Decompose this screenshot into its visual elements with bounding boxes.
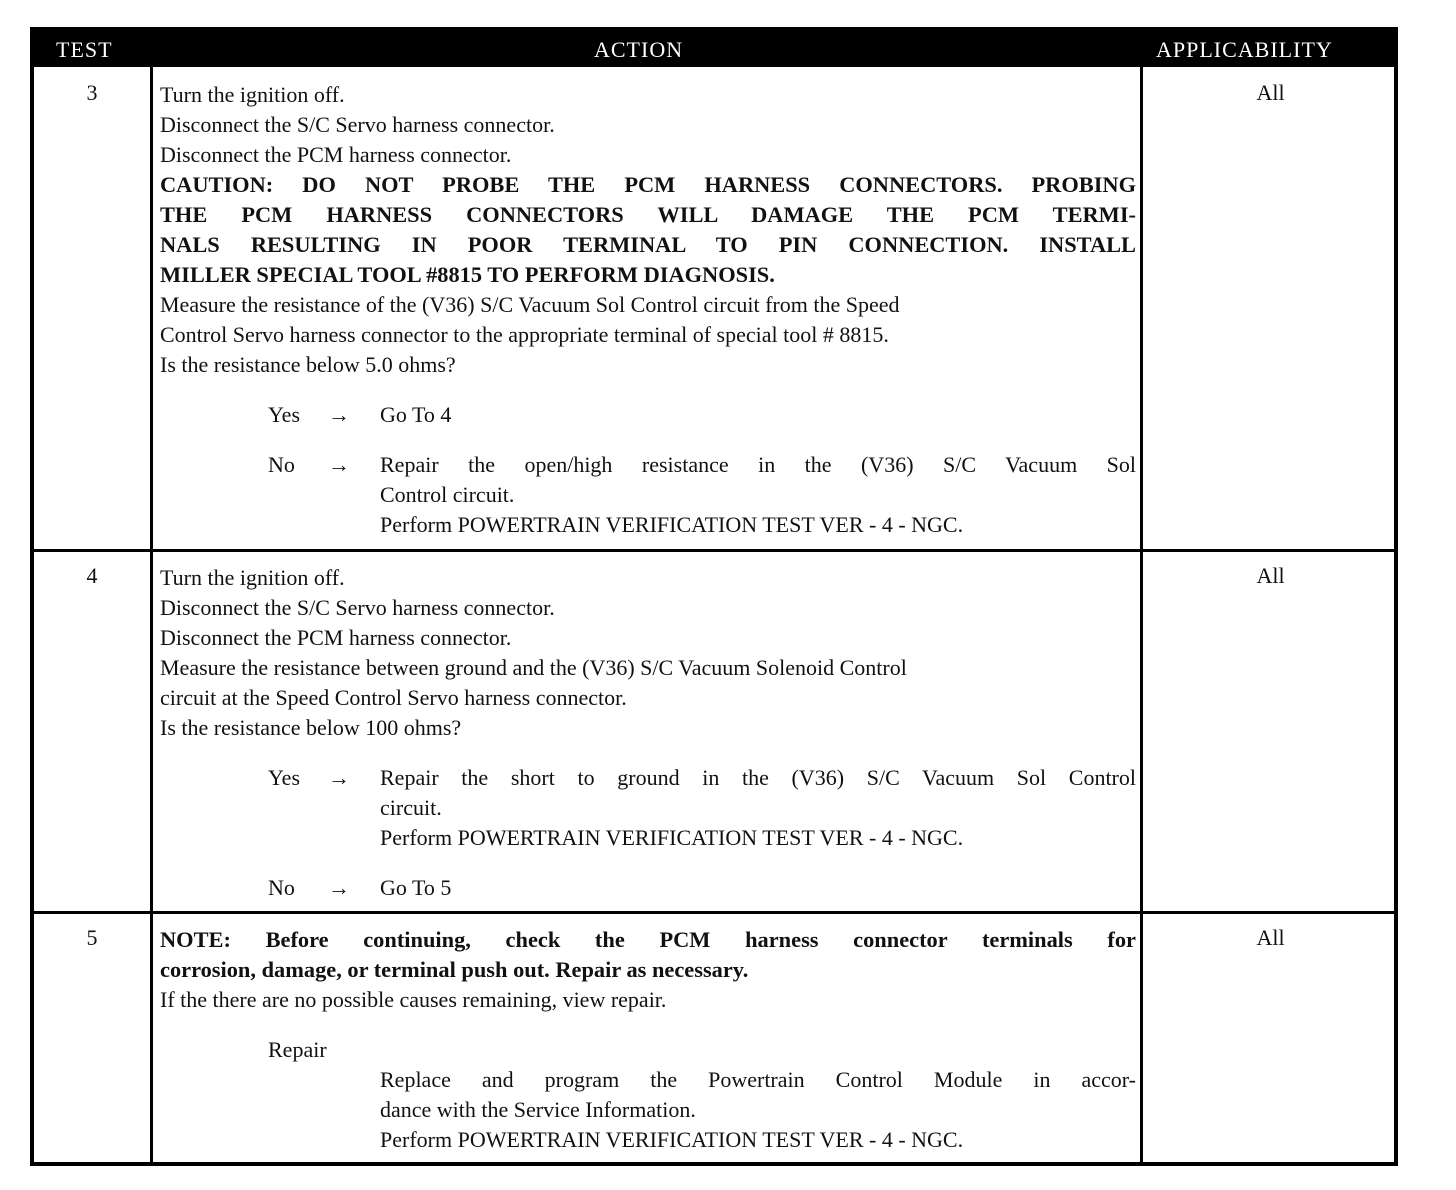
applicability-value: All: [1256, 925, 1285, 950]
caution-line: NALS RESULTING IN POOR TERMINAL TO PIN CONNECTION. INSTALL: [160, 232, 1136, 257]
header-applicability: APPLICABILITY: [1156, 37, 1333, 62]
yes-label: Yes: [268, 765, 301, 790]
arrow-icon: →: [328, 402, 350, 427]
table-header: [34, 31, 1394, 67]
action-line: Measure the resistance of the (V36) S/C Vacuum Sol Control circuit from the Speed: [160, 292, 900, 317]
action-line: Measure the resistance between ground and the (V36) S/C Vacuum Solenoid Control: [160, 655, 907, 680]
caution-line: MILLER SPECIAL TOOL #8815 TO PERFORM DIAGNOSIS.: [160, 262, 775, 287]
yes-response: [160, 400, 1136, 430]
action-line: Control Servo harness connector to the appropriate terminal of special tool # 8815.: [160, 322, 889, 347]
row-divider: [34, 911, 1394, 914]
repair-response: [160, 1035, 1136, 1065]
action-line: Disconnect the S/C Servo harness connector.: [160, 595, 555, 620]
diagnostic-table: [30, 27, 1398, 1166]
no-response: [160, 873, 1136, 903]
arrow-icon: →: [328, 875, 350, 900]
caution-text: [160, 170, 1136, 290]
applicability-value: All: [1256, 563, 1285, 588]
action-line: circuit at the Speed Control Servo harness connector.: [160, 685, 627, 710]
response-line: dance with the Service Information.: [380, 1097, 696, 1122]
note-line: NOTE: Before continuing, check the PCM harness connector terminals for: [160, 927, 1136, 952]
response-line: Repair the open/high resistance in the (V36) S/C Vacuum Sol: [380, 452, 1136, 477]
note-text: [160, 925, 1136, 985]
response-text: [380, 763, 1136, 853]
arrow-icon: →: [328, 765, 350, 790]
header-test: TEST: [56, 37, 113, 62]
caution-line: THE PCM HARNESS CONNECTORS WILL DAMAGE THE PCM TERMI-: [160, 202, 1136, 227]
test-number: 5: [86, 925, 98, 950]
response-line: Perform POWERTRAIN VERIFICATION TEST VER - 4 - NGC.: [380, 1127, 964, 1152]
test-number: 4: [86, 563, 98, 588]
column-divider: [1140, 67, 1143, 1162]
action-line: Is the resistance below 5.0 ohms?: [160, 352, 456, 377]
response-line: Perform POWERTRAIN VERIFICATION TEST VER - 4 - NGC.: [380, 825, 964, 850]
applicability-value: All: [1256, 80, 1285, 105]
action-cell-3: [160, 80, 1136, 540]
action-line: If the there are no possible causes remaining, view repair.: [160, 987, 667, 1012]
response-line: circuit.: [380, 795, 442, 820]
action-line: Disconnect the PCM harness connector.: [160, 142, 512, 167]
action-cell-4: [160, 563, 1136, 903]
yes-response: [160, 763, 1136, 853]
response-line: Repair the short to ground in the (V36) S/C Vacuum Sol Control: [380, 765, 1136, 790]
no-response: [160, 450, 1136, 540]
action-line: Turn the ignition off.: [160, 82, 345, 107]
header-action: ACTION: [594, 37, 684, 62]
test-number: 3: [86, 80, 98, 105]
response-text: Go To 5: [380, 875, 452, 900]
no-label: No: [268, 452, 295, 477]
no-label: No: [268, 875, 295, 900]
action-cell-5: [160, 925, 1136, 1155]
response-line: Perform POWERTRAIN VERIFICATION TEST VER - 4 - NGC.: [380, 512, 964, 537]
action-line: Turn the ignition off.: [160, 565, 345, 590]
response-text: Go To 4: [380, 402, 452, 427]
response-text: [380, 450, 1136, 540]
action-line: Disconnect the PCM harness connector.: [160, 625, 512, 650]
response-line: Replace and program the Powertrain Control Module in accor-: [380, 1067, 1136, 1092]
column-divider: [150, 67, 153, 1162]
action-line: Disconnect the S/C Servo harness connector.: [160, 112, 555, 137]
response-line: Control circuit.: [380, 482, 515, 507]
response-text: [380, 1065, 1136, 1155]
caution-line: CAUTION: DO NOT PROBE THE PCM HARNESS CONNECTORS. PROBING: [160, 172, 1136, 197]
row-divider: [34, 549, 1394, 552]
action-line: Is the resistance below 100 ohms?: [160, 715, 462, 740]
note-line: corrosion, damage, or terminal push out. Repair as necessary.: [160, 957, 749, 982]
repair-details: [160, 1065, 1136, 1155]
yes-label: Yes: [268, 402, 301, 427]
repair-label: Repair: [268, 1037, 327, 1062]
arrow-icon: →: [328, 452, 350, 477]
